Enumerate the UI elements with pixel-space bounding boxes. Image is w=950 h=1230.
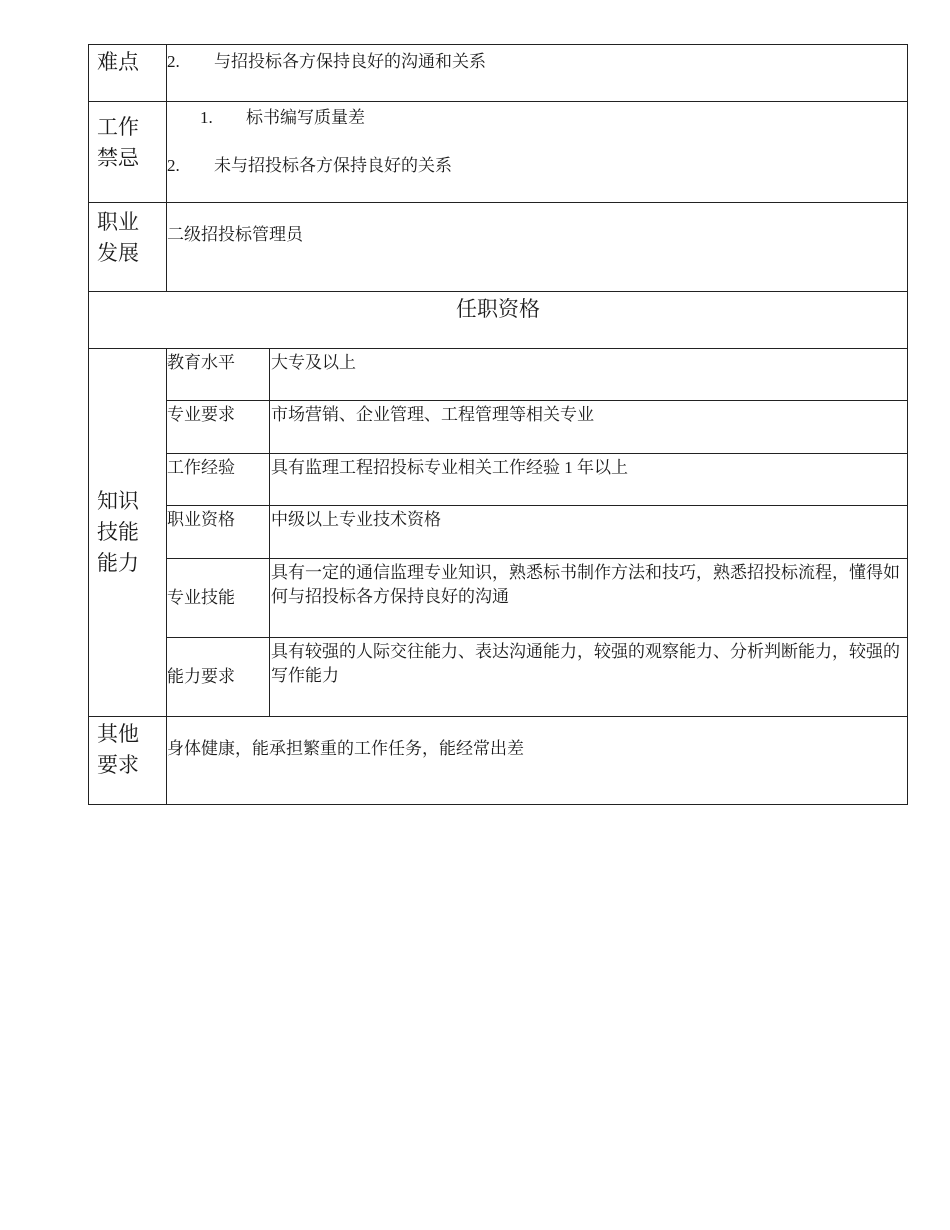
qualification-value: 具有一定的通信监理专业知识，熟悉标书制作方法和技巧，熟悉招投标流程，懂得如何与招投标各方保持良好的沟通 xyxy=(270,559,908,638)
qualification-value: 市场营销、企业管理、工程管理等相关专业 xyxy=(270,401,908,454)
other-text: 身体健康，能承担繁重的工作任务，能经常出差 xyxy=(167,739,524,758)
qualification-head: 教育水平 xyxy=(167,349,270,401)
qualification-row xyxy=(89,638,908,717)
item-text: 与招投标各方保持良好的沟通和关系 xyxy=(214,52,486,71)
qualification-head: 职业资格 xyxy=(167,506,270,559)
prohibitions-content xyxy=(167,102,908,203)
difficulties-row xyxy=(89,45,908,102)
difficulty-item xyxy=(167,50,907,74)
qualification-head: 专业技能 xyxy=(167,559,270,638)
career-text: 二级招投标管理员 xyxy=(167,225,303,244)
item-number: 2. xyxy=(167,156,180,175)
other-content xyxy=(167,717,908,805)
qualification-value: 具有较强的人际交往能力、表达沟通能力，较强的观察能力、分析判断能力，较强的写作能力 xyxy=(270,638,908,717)
qualifications-header-row xyxy=(89,292,908,349)
qualification-row xyxy=(89,454,908,506)
prohibition-item xyxy=(167,106,907,130)
item-number: 2. xyxy=(167,52,180,71)
qualification-row xyxy=(89,401,908,454)
prohibition-item xyxy=(167,154,907,178)
item-text: 标书编写质量差 xyxy=(246,108,365,127)
item-number: 1. xyxy=(200,108,213,127)
difficulties-content xyxy=(167,45,908,102)
qualification-head: 专业要求 xyxy=(167,401,270,454)
other-requirements-row xyxy=(89,717,908,805)
difficulties-label: 难点 xyxy=(89,45,167,102)
job-description-table xyxy=(88,44,908,805)
qualification-value: 中级以上专业技术资格 xyxy=(270,506,908,559)
section-title: 任职资格 xyxy=(89,292,908,349)
qualification-head: 工作经验 xyxy=(167,454,270,506)
qualification-row xyxy=(89,559,908,638)
qualifications-label: 知识 技能 能力 xyxy=(89,349,167,717)
prohibitions-row xyxy=(89,102,908,203)
career-label: 职业 发展 xyxy=(89,203,167,292)
qualification-row xyxy=(89,349,908,401)
item-text: 未与招投标各方保持良好的关系 xyxy=(214,156,452,175)
career-content xyxy=(167,203,908,292)
qualification-value: 大专及以上 xyxy=(270,349,908,401)
qualification-row xyxy=(89,506,908,559)
other-label: 其他 要求 xyxy=(89,717,167,805)
career-row xyxy=(89,203,908,292)
qualification-head: 能力要求 xyxy=(167,638,270,717)
prohibitions-label: 工作 禁忌 xyxy=(89,102,167,203)
qualification-value: 具有监理工程招投标专业相关工作经验 1 年以上 xyxy=(270,454,908,506)
